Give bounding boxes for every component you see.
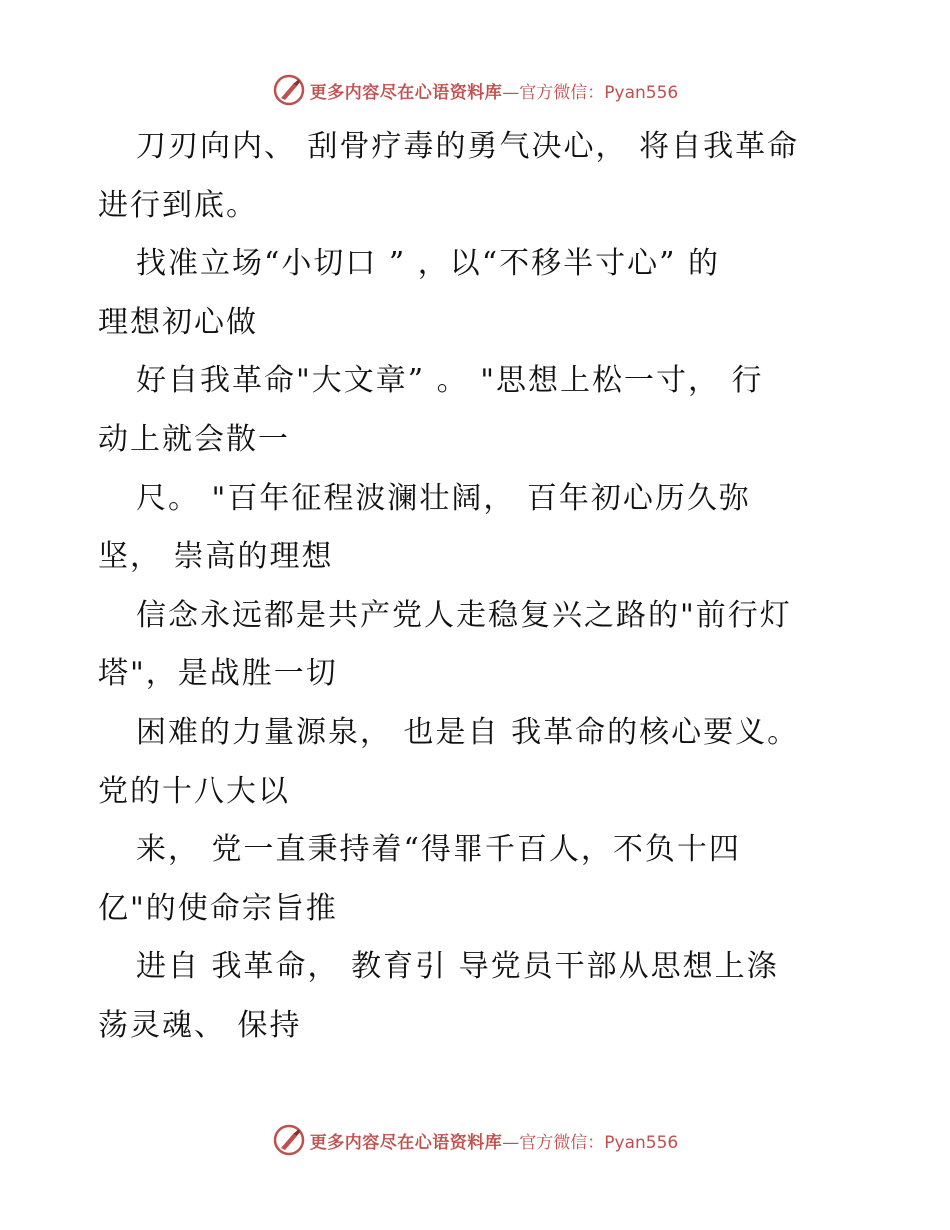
text-line: 进行到底。 bbox=[98, 187, 258, 223]
text-line: 理想初心做 bbox=[98, 304, 258, 340]
text-line: 党的十八大以 bbox=[98, 773, 290, 809]
text-line: 荡灵魂、 保持 bbox=[98, 1007, 302, 1043]
document-body bbox=[98, 118, 868, 1056]
banner-main-text: 更多内容尽在心语资料库 bbox=[309, 1132, 503, 1153]
text-line: 信念永远都是共产党人走稳复兴之路的"前行灯 bbox=[136, 597, 792, 633]
text-line: 塔"，是战胜一切 bbox=[98, 656, 338, 692]
text-line: 来， 党一直秉持着“得罪千百人，不负十四 bbox=[136, 832, 741, 868]
text-line: 好自我革命"大文章” 。 "思想上松一寸， 行 bbox=[136, 363, 764, 399]
quill-pen-logo-icon bbox=[272, 73, 306, 107]
text-line: 亿"的使命宗旨推 bbox=[98, 890, 338, 926]
header-watermark-banner bbox=[0, 72, 950, 108]
text-line: 困难的力量源泉， 也是自 我革命的核心要义。 bbox=[136, 714, 800, 750]
text-line: 刀刃向内、 刮骨疗毒的勇气决心， 将自我革命 bbox=[136, 129, 800, 164]
quill-pen-logo-icon bbox=[272, 1123, 306, 1157]
banner-wechat-text: —官方微信：Pyan556 bbox=[502, 82, 679, 103]
banner-wechat-text: —官方微信：Pyan556 bbox=[502, 1132, 679, 1153]
banner-main-text: 更多内容尽在心语资料库 bbox=[309, 82, 503, 103]
footer-watermark-banner bbox=[0, 1122, 950, 1158]
text-line: 尺。 "百年征程波澜壮阔， 百年初心历久弥 bbox=[136, 480, 751, 516]
text-line: 进自 我革命， 教育引 导党员干部从思想上涤 bbox=[136, 949, 779, 985]
text-line: 找准立场“小切口 ” ，以“不移半寸心” 的 bbox=[136, 246, 720, 282]
text-line: 动上就会散一 bbox=[98, 421, 290, 457]
text-line: 坚， 崇高的理想 bbox=[98, 539, 334, 575]
